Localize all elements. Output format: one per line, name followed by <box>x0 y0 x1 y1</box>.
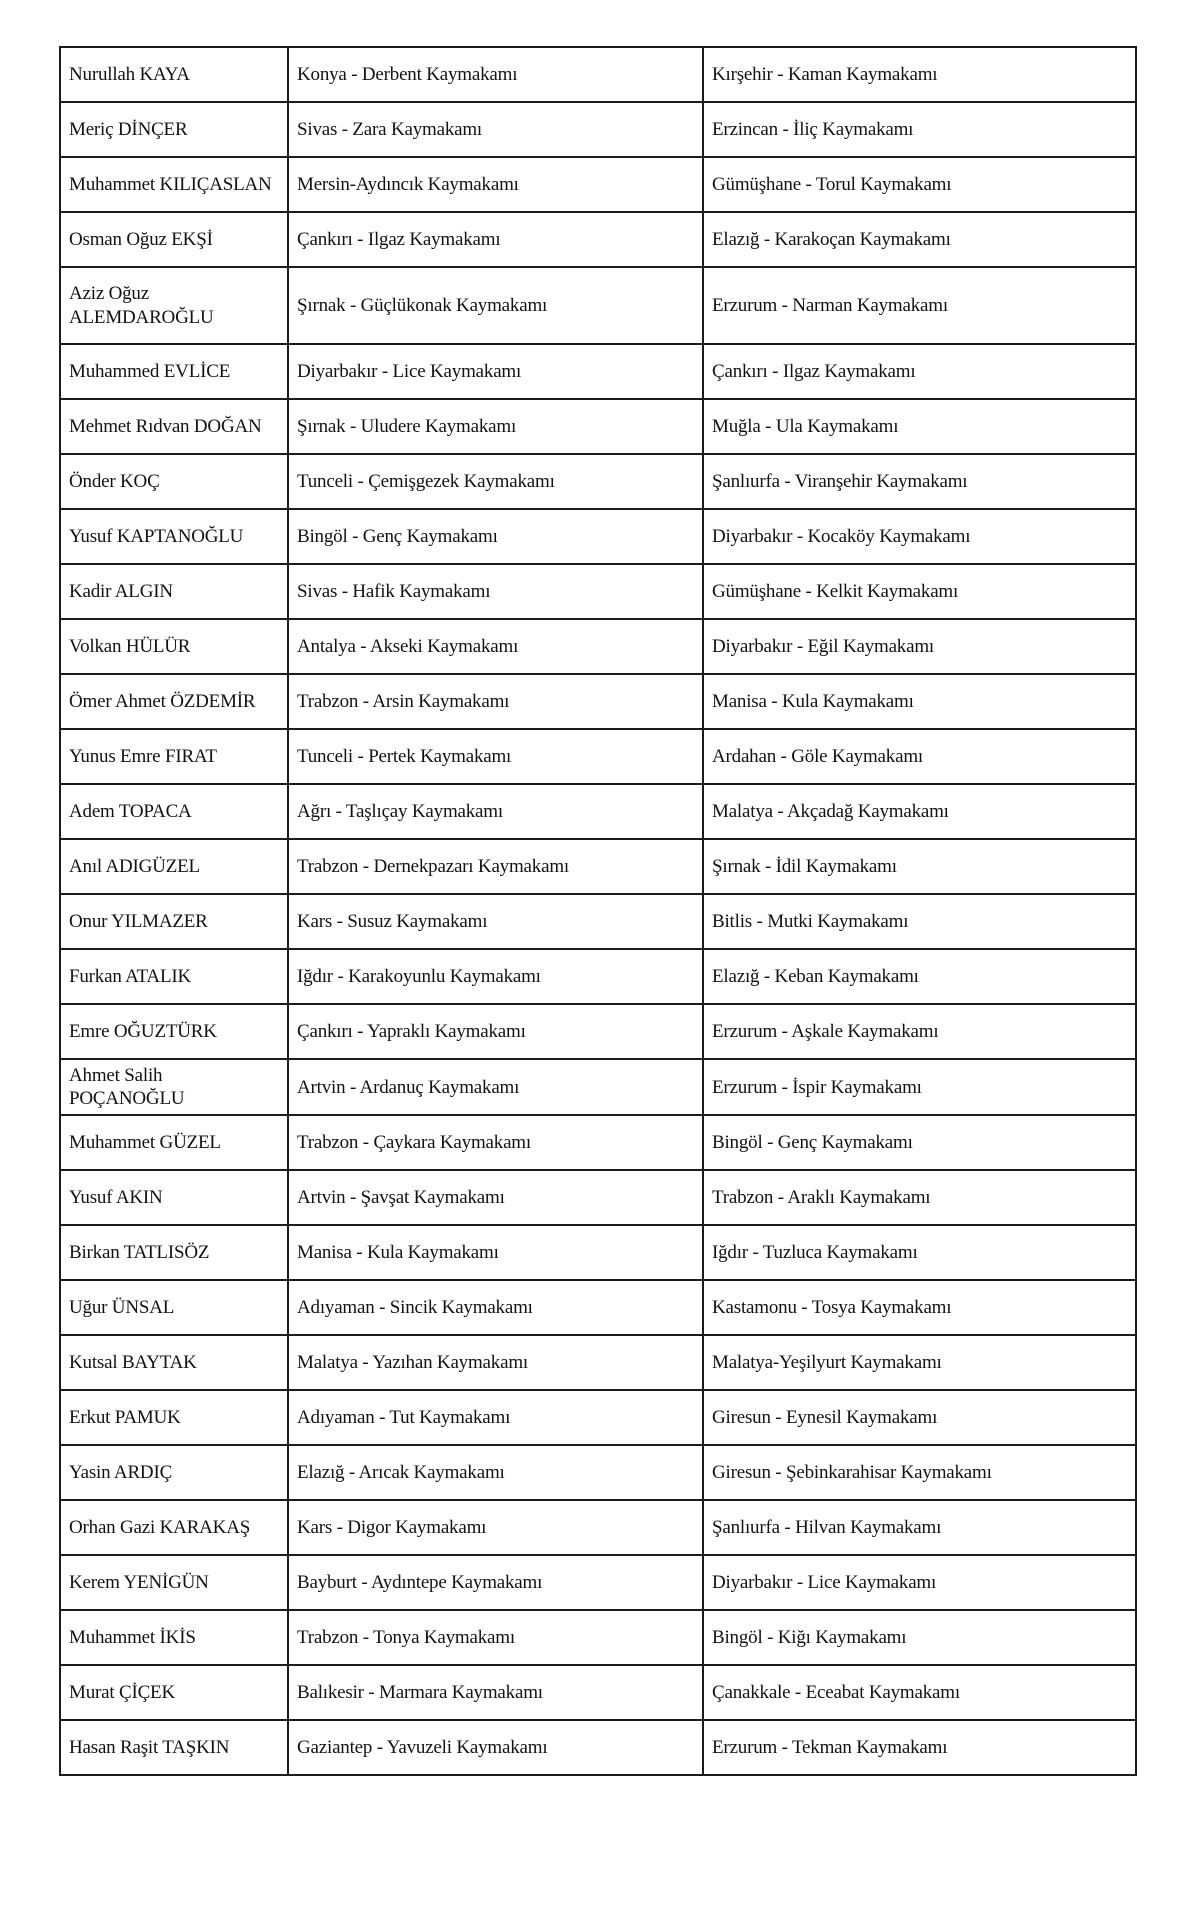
name-cell: Kutsal BAYTAK <box>60 1335 288 1390</box>
current-post-cell: Bayburt - Aydıntepe Kaymakamı <box>288 1555 703 1610</box>
new-post-cell: Diyarbakır - Lice Kaymakamı <box>703 1555 1136 1610</box>
table-row <box>60 399 1136 454</box>
name-cell: Meriç DİNÇER <box>60 102 288 157</box>
current-post-cell: Manisa - Kula Kaymakamı <box>288 1225 703 1280</box>
current-post-cell: Trabzon - Tonya Kaymakamı <box>288 1610 703 1665</box>
table-row <box>60 619 1136 674</box>
table-row <box>60 674 1136 729</box>
new-post-cell: Malatya-Yeşilyurt Kaymakamı <box>703 1335 1136 1390</box>
new-post-cell: Erzincan - İliç Kaymakamı <box>703 102 1136 157</box>
new-post-cell: Gümüşhane - Kelkit Kaymakamı <box>703 564 1136 619</box>
name-cell: Erkut PAMUK <box>60 1390 288 1445</box>
new-post-cell: Erzurum - Aşkale Kaymakamı <box>703 1004 1136 1059</box>
name-cell: Volkan HÜLÜR <box>60 619 288 674</box>
new-post-cell: Manisa - Kula Kaymakamı <box>703 674 1136 729</box>
current-post-cell: Malatya - Yazıhan Kaymakamı <box>288 1335 703 1390</box>
new-post-cell: Gümüşhane - Torul Kaymakamı <box>703 157 1136 212</box>
new-post-cell: Elazığ - Karakoçan Kaymakamı <box>703 212 1136 267</box>
current-post-cell: Şırnak - Güçlükonak Kaymakamı <box>288 267 703 344</box>
name-cell: Osman Oğuz EKŞİ <box>60 212 288 267</box>
table-row <box>60 1335 1136 1390</box>
current-post-cell: Artvin - Ardanuç Kaymakamı <box>288 1059 703 1115</box>
name-cell: Adem TOPACA <box>60 784 288 839</box>
current-post-cell: Diyarbakır - Lice Kaymakamı <box>288 344 703 399</box>
table-row <box>60 949 1136 1004</box>
new-post-cell: Giresun - Şebinkarahisar Kaymakamı <box>703 1445 1136 1500</box>
new-post-cell: Kırşehir - Kaman Kaymakamı <box>703 47 1136 102</box>
name-cell: Önder KOÇ <box>60 454 288 509</box>
name-cell: Yasin ARDIÇ <box>60 1445 288 1500</box>
table-row <box>60 1500 1136 1555</box>
table-row <box>60 1170 1136 1225</box>
new-post-cell: Bingöl - Kiğı Kaymakamı <box>703 1610 1136 1665</box>
new-post-cell: Giresun - Eynesil Kaymakamı <box>703 1390 1136 1445</box>
current-post-cell: Ağrı - Taşlıçay Kaymakamı <box>288 784 703 839</box>
name-cell: Mehmet Rıdvan DOĞAN <box>60 399 288 454</box>
table-row <box>60 344 1136 399</box>
table-row <box>60 267 1136 344</box>
table-row <box>60 47 1136 102</box>
current-post-cell: Tunceli - Pertek Kaymakamı <box>288 729 703 784</box>
new-post-cell: Şırnak - İdil Kaymakamı <box>703 839 1136 894</box>
current-post-cell: Trabzon - Çaykara Kaymakamı <box>288 1115 703 1170</box>
name-cell: Kadir ALGIN <box>60 564 288 619</box>
table-row <box>60 1004 1136 1059</box>
table-row <box>60 454 1136 509</box>
new-post-cell: Trabzon - Araklı Kaymakamı <box>703 1170 1136 1225</box>
new-post-cell: Erzurum - Tekman Kaymakamı <box>703 1720 1136 1775</box>
table-row <box>60 212 1136 267</box>
current-post-cell: Iğdır - Karakoyunlu Kaymakamı <box>288 949 703 1004</box>
table-row <box>60 1665 1136 1720</box>
name-cell: Ömer Ahmet ÖZDEMİR <box>60 674 288 729</box>
current-post-cell: Artvin - Şavşat Kaymakamı <box>288 1170 703 1225</box>
table-row <box>60 1280 1136 1335</box>
name-cell: Muhammet GÜZEL <box>60 1115 288 1170</box>
name-cell: Yunus Emre FIRAT <box>60 729 288 784</box>
table-row <box>60 1225 1136 1280</box>
new-post-cell: Malatya - Akçadağ Kaymakamı <box>703 784 1136 839</box>
current-post-cell: Adıyaman - Sincik Kaymakamı <box>288 1280 703 1335</box>
name-cell: Birkan TATLISÖZ <box>60 1225 288 1280</box>
table-row <box>60 509 1136 564</box>
table-row <box>60 784 1136 839</box>
new-post-cell: Şanlıurfa - Hilvan Kaymakamı <box>703 1500 1136 1555</box>
current-post-cell: Trabzon - Arsin Kaymakamı <box>288 674 703 729</box>
current-post-cell: Balıkesir - Marmara Kaymakamı <box>288 1665 703 1720</box>
new-post-cell: Çanakkale - Eceabat Kaymakamı <box>703 1665 1136 1720</box>
table-row <box>60 1610 1136 1665</box>
name-cell: Nurullah KAYA <box>60 47 288 102</box>
current-post-cell: Konya - Derbent Kaymakamı <box>288 47 703 102</box>
name-cell: Yusuf AKIN <box>60 1170 288 1225</box>
table-row <box>60 1555 1136 1610</box>
current-post-cell: Çankırı - Yapraklı Kaymakamı <box>288 1004 703 1059</box>
table-row <box>60 157 1136 212</box>
current-post-cell: Tunceli - Çemişgezek Kaymakamı <box>288 454 703 509</box>
current-post-cell: Kars - Digor Kaymakamı <box>288 1500 703 1555</box>
name-cell: Hasan Raşit TAŞKIN <box>60 1720 288 1775</box>
name-cell: Murat ÇİÇEK <box>60 1665 288 1720</box>
name-cell: Furkan ATALIK <box>60 949 288 1004</box>
new-post-cell: Diyarbakır - Eğil Kaymakamı <box>703 619 1136 674</box>
current-post-cell: Antalya - Akseki Kaymakamı <box>288 619 703 674</box>
appointment-table-body <box>60 47 1136 1775</box>
new-post-cell: Şanlıurfa - Viranşehir Kaymakamı <box>703 454 1136 509</box>
name-cell: Muhammet KILIÇASLAN <box>60 157 288 212</box>
name-cell: Uğur ÜNSAL <box>60 1280 288 1335</box>
table-row <box>60 1445 1136 1500</box>
name-cell: Ahmet Salih POÇANOĞLU <box>60 1059 288 1115</box>
new-post-cell: Iğdır - Tuzluca Kaymakamı <box>703 1225 1136 1280</box>
table-row <box>60 839 1136 894</box>
current-post-cell: Trabzon - Dernekpazarı Kaymakamı <box>288 839 703 894</box>
name-cell: Kerem YENİGÜN <box>60 1555 288 1610</box>
name-cell: Yusuf KAPTANOĞLU <box>60 509 288 564</box>
table-row <box>60 102 1136 157</box>
name-cell: Aziz Oğuz ALEMDAROĞLU <box>60 267 288 344</box>
new-post-cell: Ardahan - Göle Kaymakamı <box>703 729 1136 784</box>
new-post-cell: Çankırı - Ilgaz Kaymakamı <box>703 344 1136 399</box>
table-row <box>60 729 1136 784</box>
current-post-cell: Kars - Susuz Kaymakamı <box>288 894 703 949</box>
current-post-cell: Bingöl - Genç Kaymakamı <box>288 509 703 564</box>
current-post-cell: Mersin-Aydıncık Kaymakamı <box>288 157 703 212</box>
current-post-cell: Şırnak - Uludere Kaymakamı <box>288 399 703 454</box>
current-post-cell: Sivas - Hafik Kaymakamı <box>288 564 703 619</box>
new-post-cell: Elazığ - Keban Kaymakamı <box>703 949 1136 1004</box>
name-cell: Orhan Gazi KARAKAŞ <box>60 1500 288 1555</box>
name-cell: Emre OĞUZTÜRK <box>60 1004 288 1059</box>
new-post-cell: Erzurum - İspir Kaymakamı <box>703 1059 1136 1115</box>
new-post-cell: Bingöl - Genç Kaymakamı <box>703 1115 1136 1170</box>
new-post-cell: Muğla - Ula Kaymakamı <box>703 399 1136 454</box>
name-cell: Muhammed EVLİCE <box>60 344 288 399</box>
table-row <box>60 1059 1136 1115</box>
table-row <box>60 1115 1136 1170</box>
table-row <box>60 564 1136 619</box>
current-post-cell: Elazığ - Arıcak Kaymakamı <box>288 1445 703 1500</box>
current-post-cell: Adıyaman - Tut Kaymakamı <box>288 1390 703 1445</box>
new-post-cell: Kastamonu - Tosya Kaymakamı <box>703 1280 1136 1335</box>
name-cell: Anıl ADIGÜZEL <box>60 839 288 894</box>
table-row <box>60 1720 1136 1775</box>
current-post-cell: Çankırı - Ilgaz Kaymakamı <box>288 212 703 267</box>
current-post-cell: Gaziantep - Yavuzeli Kaymakamı <box>288 1720 703 1775</box>
new-post-cell: Bitlis - Mutki Kaymakamı <box>703 894 1136 949</box>
name-cell: Onur YILMAZER <box>60 894 288 949</box>
name-cell: Muhammet İKİS <box>60 1610 288 1665</box>
appointment-table <box>59 46 1137 1776</box>
current-post-cell: Sivas - Zara Kaymakamı <box>288 102 703 157</box>
table-row <box>60 1390 1136 1445</box>
table-row <box>60 894 1136 949</box>
new-post-cell: Diyarbakır - Kocaköy Kaymakamı <box>703 509 1136 564</box>
new-post-cell: Erzurum - Narman Kaymakamı <box>703 267 1136 344</box>
